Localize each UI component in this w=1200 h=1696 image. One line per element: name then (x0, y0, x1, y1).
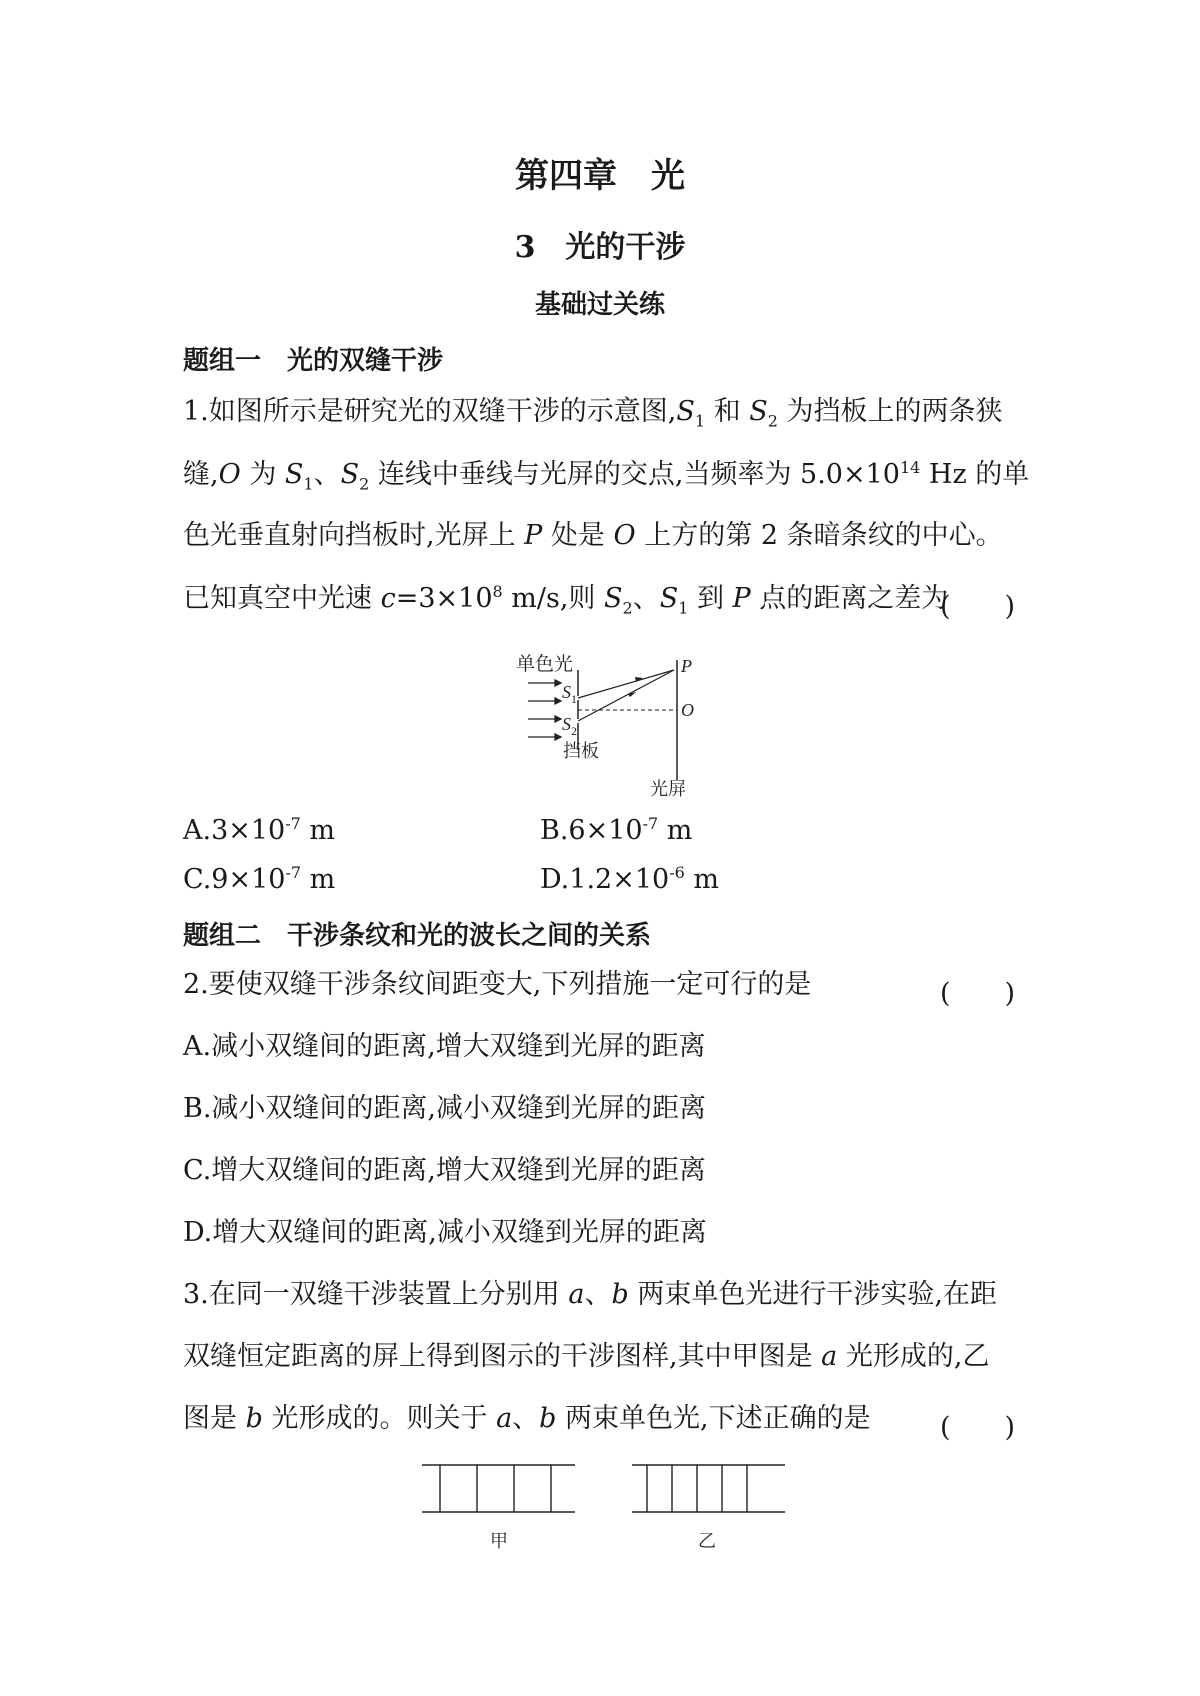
q1-o2: O (613, 520, 636, 551)
fig1-p-label: P (681, 656, 692, 676)
q1-l4-b: =3×10 (395, 583, 493, 614)
q1-l2-e: Hz 的单 (920, 459, 1030, 490)
q1-l3-c: 上方的第 2 条暗条纹的中心。 (635, 520, 1003, 551)
q3-l2-a: 双缝恒定距离的屏上得到图示的干涉图样,其中甲图是 (183, 1341, 822, 1372)
q1-line-1 (183, 398, 1002, 429)
q3-l1-c: 两束单色光进行干涉实验,在距 (628, 1279, 997, 1310)
q1-l1-b: 和 (705, 396, 750, 427)
q1-s2: S (749, 396, 768, 427)
q1-l1-c: 为挡板上的两条狭 (777, 396, 1003, 427)
q1-s1-sub: 1 (694, 411, 706, 431)
q3-l3-c: 、 (512, 1403, 540, 1434)
q1-opt-c-text: C.9×10 (183, 864, 286, 895)
fig1-light-label: 单色光 (516, 653, 574, 675)
q1-opt-c-exp: -7 (285, 863, 302, 882)
q2-option-c[interactable]: C.增大双缝间的距离,增大双缝到光屏的距离 (183, 1155, 706, 1186)
q1-s2b: S (340, 459, 360, 490)
q3-l1-b: 、 (584, 1279, 612, 1310)
q1-l4-e: 到 (688, 583, 733, 614)
q1-s2-sub: 2 (767, 411, 778, 431)
q1-p2: P (732, 583, 751, 614)
q3-a: a (568, 1279, 585, 1310)
q2-option-a[interactable]: A.减小双缝间的距离,增大双缝到光屏的距离 (183, 1031, 706, 1062)
q3-l3-d: 两束单色光,下述正确的是 (556, 1403, 871, 1434)
q1-s2c: S (604, 583, 623, 614)
q3-line-1 (183, 1281, 997, 1308)
q1-l4-d: 、 (632, 583, 660, 614)
q3-l1-a: 3.在同一双缝干涉装置上分别用 (183, 1279, 569, 1310)
pattern-yi (632, 1465, 785, 1512)
q1-opt-b-text: B.6×10 (540, 815, 643, 846)
q3-a2: a (821, 1341, 838, 1372)
fig3-yi-label: 乙 (698, 1531, 716, 1552)
section-title: 3 光的干涉 (514, 230, 686, 265)
q1-s1b-sub: 1 (303, 474, 314, 494)
fig1-s2-label: S (562, 714, 571, 734)
double-slit-diagram (500, 640, 720, 800)
q1-l1-a: 1.如图所示是研究光的双缝干涉的示意图, (183, 396, 677, 427)
fig1-screen-label: 光屏 (650, 779, 686, 800)
q1-opt-a-unit: m (300, 815, 336, 846)
q1-opt-b-exp: -7 (642, 814, 659, 833)
q1-s2b-sub: 2 (359, 474, 370, 494)
q1-opt-b-unit: m (658, 815, 693, 846)
interference-patterns (410, 1455, 800, 1555)
q1-l4-c: m/s,则 (502, 583, 604, 614)
fig1-s1-sub: 1 (571, 692, 577, 706)
q1-line-4 (183, 584, 948, 616)
fig1-o-label: O (681, 700, 694, 720)
q2-option-d[interactable]: D.增大双缝间的距离,减小双缝到光屏的距离 (183, 1217, 707, 1248)
q1-l2-c: 、 (313, 459, 341, 490)
fig1-s2-sub: 2 (571, 724, 577, 738)
q1-p: P (524, 520, 543, 551)
pattern-jia (422, 1465, 575, 1512)
q1-s1c-sub: 1 (678, 598, 689, 618)
q1-exp8: 8 (492, 582, 503, 601)
q1-c: c (380, 583, 396, 614)
chapter-title: 第四章 光 (515, 156, 685, 196)
q1-l2-b: 为 (240, 459, 285, 490)
q1-l2-a: 缝, (183, 459, 219, 490)
fig1-s1-label: S (562, 682, 571, 702)
group1-title: 题组一 光的双缝干涉 (183, 346, 444, 376)
fig3-jia-label: 甲 (490, 1531, 508, 1552)
q2-option-b[interactable]: B.减小双缝间的距离,减小双缝到光屏的距离 (183, 1093, 707, 1124)
q1-s2c-sub: 2 (622, 598, 633, 618)
q3-line-2 (183, 1343, 989, 1370)
q1-opt-c-unit: m (301, 864, 336, 895)
q1-l3-a: 色光垂直射向挡板时,光屏上 (183, 520, 525, 551)
q1-l3-b: 处是 (542, 520, 614, 551)
q1-option-b[interactable] (540, 816, 692, 844)
q1-answer-paren[interactable]: ( ) (940, 591, 1016, 622)
q3-l3-a: 图是 (183, 1403, 246, 1434)
q1-opt-d-exp: -6 (669, 863, 685, 882)
q1-s1c: S (659, 583, 679, 614)
q1-option-c[interactable] (183, 865, 335, 893)
q1-option-a[interactable] (183, 816, 335, 844)
q1-l4-f: 点的距离之差为 (750, 583, 949, 614)
q3-line-3 (183, 1405, 871, 1432)
q3-l3-b: 光形成的。则关于 (262, 1403, 497, 1434)
q1-s1: S (676, 396, 695, 427)
q3-a3: a (496, 1403, 513, 1434)
q1-line-2 (183, 460, 1029, 492)
q1-l4-a: 已知真空中光速 (183, 583, 381, 614)
q3-b2: b (245, 1403, 263, 1434)
q1-l2-d: 连线中垂线与光屏的交点,当频率为 5.0×10 (369, 459, 900, 490)
q1-option-d[interactable] (540, 865, 719, 893)
q2-stem: 2.要使双缝干涉条纹间距变大,下列措施一定可行的是 (183, 969, 812, 1000)
q1-o: O (218, 459, 241, 490)
q1-line-3 (183, 522, 1003, 549)
q1-opt-a-exp: -7 (285, 814, 301, 833)
exercise-title: 基础过关练 (534, 290, 665, 320)
q3-answer-paren[interactable]: ( ) (940, 1412, 1016, 1443)
q3-b3: b (539, 1403, 557, 1434)
q1-opt-a-text: A.3×10 (183, 815, 286, 846)
group2-title: 题组二 干涉条纹和光的波长之间的关系 (183, 921, 652, 951)
svg-text:S1 (562, 682, 577, 706)
q3-l2-b: 光形成的,乙 (837, 1341, 990, 1372)
q1-opt-d-text: D.1.2×10 (540, 864, 670, 895)
q2-answer-paren[interactable]: ( ) (940, 978, 1016, 1009)
q1-opt-d-unit: m (684, 864, 719, 895)
q3-b: b (611, 1279, 629, 1310)
q1-s1b: S (284, 459, 304, 490)
svg-text:S2 (562, 714, 577, 738)
fig1-barrier-label: 挡板 (563, 741, 599, 762)
q1-exp14: 14 (899, 458, 921, 477)
